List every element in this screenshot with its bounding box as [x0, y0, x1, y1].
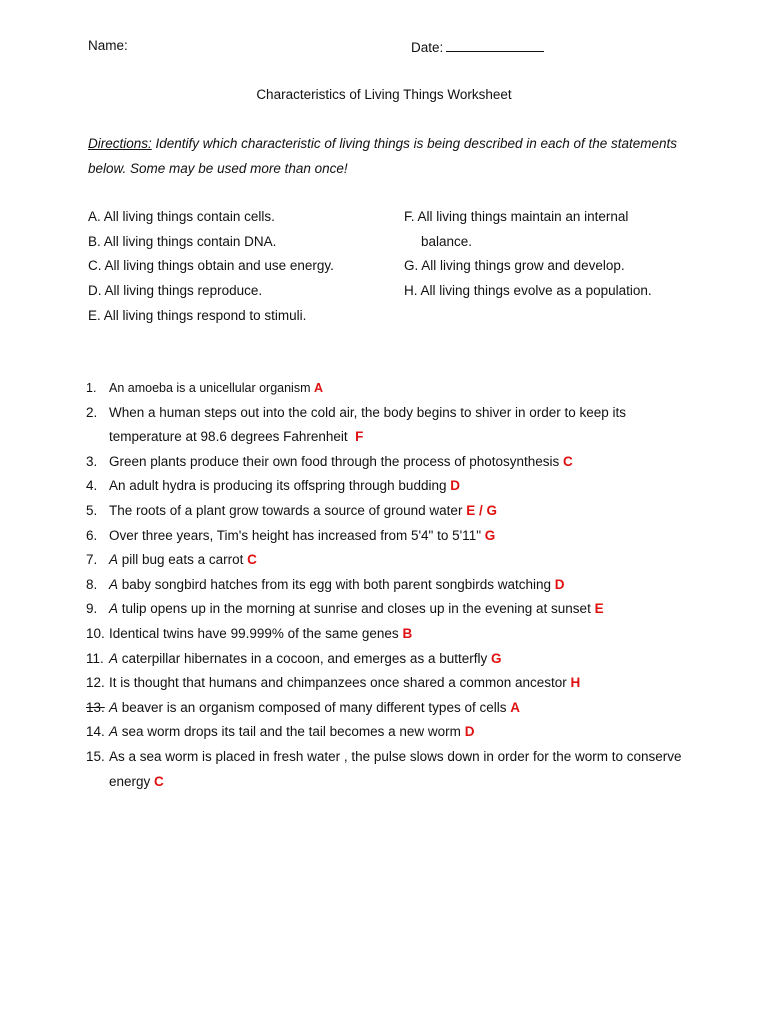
question-item: 8. A baby songbird hatches from its egg with both parent songbirds watching D — [86, 576, 565, 592]
question-item: 7. A pill bug eats a carrot C — [86, 552, 257, 568]
answer-label: C — [154, 773, 164, 789]
characteristic-item: H. All living things evolve as a population. — [404, 283, 652, 299]
answer-label: H — [570, 675, 581, 691]
characteristic-item: C. All living things obtain and use energy. — [88, 258, 334, 274]
answer-label: E — [594, 601, 604, 617]
characteristic-item: G. All living things grow and develop. — [404, 258, 625, 274]
directions-label: Directions: — [88, 136, 152, 151]
question-item: 2. When a human steps out into the cold air, the body begins to shiver in order to keep its temperature at 98.6 degrees Fahrenheit F — [86, 404, 627, 445]
question-item: 9. A tulip opens up in the morning at sunrise and closes up in the evening at sunset E — [86, 601, 604, 617]
answer-label: C — [247, 552, 257, 568]
name-label: Name: — [88, 38, 128, 53]
answer-label: G — [484, 527, 496, 543]
question-list — [86, 376, 686, 794]
characteristics-left-column — [88, 205, 334, 329]
answer-label: E / G — [466, 502, 497, 518]
directions-text: Identify which characteristic of living things is being described in each of the statements below. Some may be used more than once! — [88, 136, 678, 176]
directions — [88, 131, 688, 181]
characteristic-item: F. All living things maintain an internal balance. — [404, 209, 629, 249]
question-item: 5. The roots of a plant grow towards a source of ground water E / G — [86, 502, 497, 518]
question-item: 6. Over three years, Tim's height has increased from 5'4" to 5'11" G — [86, 527, 496, 543]
answer-label: A — [313, 381, 324, 395]
date-block — [411, 38, 544, 55]
question-item: 13. A beaver is an organism composed of many different types of cells A — [86, 699, 520, 715]
question-item: 3. Green plants produce their own food through the process of photosynthesis C — [86, 453, 573, 469]
characteristic-item: B. All living things contain DNA. — [88, 233, 277, 249]
answer-label: C — [563, 453, 573, 469]
date-blank-line — [446, 38, 544, 52]
date-label: Date: — [411, 40, 444, 55]
answer-label: B — [402, 625, 413, 641]
answer-label: A — [510, 699, 520, 715]
answer-label: D — [450, 478, 460, 494]
answer-label: D — [554, 576, 565, 592]
question-item: 1. An amoeba is a unicellular organism A — [86, 381, 324, 395]
characteristics-right-column — [404, 205, 652, 304]
header-row — [88, 38, 688, 56]
worksheet-title: Characteristics of Living Things Worksheet — [256, 87, 512, 102]
question-item: 14. A sea worm drops its tail and the tail becomes a new worm D — [86, 724, 475, 740]
question-item: 12. It is thought that humans and chimpanzees once shared a common ancestor H — [86, 675, 581, 691]
question-item: 10. Identical twins have 99.999% of the same genes B — [86, 625, 413, 641]
question-item: 15. As a sea worm is placed in fresh water , the pulse slows down in order for the worm to conserve energy C — [86, 748, 682, 789]
characteristic-item: A. All living things contain cells. — [88, 209, 275, 224]
characteristic-item: E. All living things respond to stimuli. — [88, 307, 307, 323]
answer-label: F — [355, 429, 364, 445]
answer-label: D — [464, 724, 475, 740]
question-item: 4. An adult hydra is producing its offspring through budding D — [86, 478, 460, 494]
answer-label: G — [491, 650, 502, 666]
question-item: 11. A caterpillar hibernates in a cocoon, and emerges as a butterfly G — [86, 650, 502, 666]
characteristic-item: D. All living things reproduce. — [88, 283, 263, 299]
